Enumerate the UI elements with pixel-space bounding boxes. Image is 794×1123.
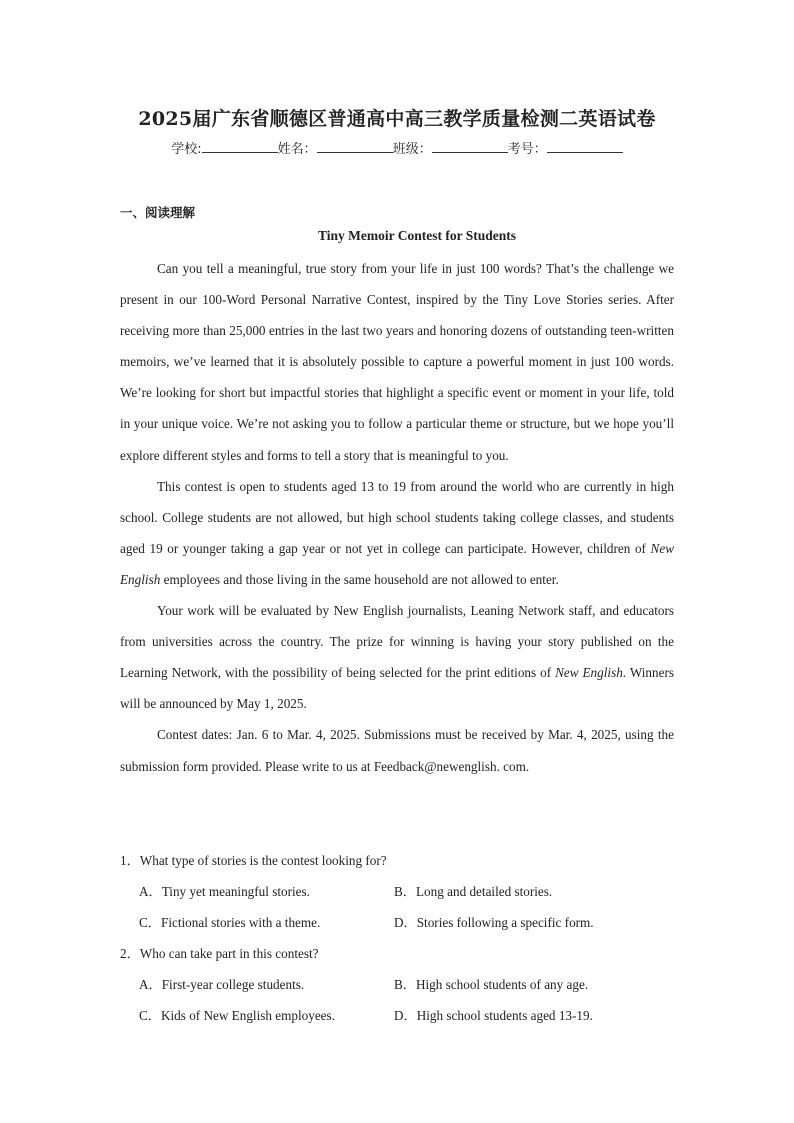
option-d[interactable]: D．Stories following a specific form. <box>394 915 594 931</box>
exam-title: 2025届广东省顺德区普通高中高三教学质量检测二英语试卷 <box>138 108 656 130</box>
class-label: 班级： <box>392 142 432 157</box>
option-b[interactable]: B．Long and detailed stories. <box>394 884 553 900</box>
id-label: 考号： <box>507 142 547 157</box>
option-c[interactable]: C．Kids of New English employees. <box>139 1008 335 1024</box>
option-c[interactable]: C．Fictional stories with a theme. <box>139 915 321 931</box>
question-2: 2．Who can take part in this contest? <box>120 946 319 962</box>
option-b[interactable]: B．High school students of any age. <box>394 977 589 993</box>
paragraph-3-text: Your work will be evaluated by New English journalists, Leaning Network staff, and educators from universities across the country. The prize for winning is having your story published on the Learning Network, with the possibility of being selected for the print editions of <box>120 603 674 681</box>
paragraph-2-text: This contest is open to students aged 13 to 19 from around the world who are currently in high school. College students are not allowed, but high school students taking college classes, and students aged 19 or younger taking a gap year or not yet in college can participate. However, children of <box>120 478 674 556</box>
option-d[interactable]: D．High school students aged 13-19. <box>394 1008 593 1024</box>
passage-body <box>120 253 674 782</box>
paragraph-3 <box>120 595 674 719</box>
paragraph-2 <box>120 471 674 595</box>
school-blank[interactable] <box>202 140 278 153</box>
question-1: 1．What type of stories is the contest looking for? <box>120 853 387 868</box>
school-label: 学校: <box>171 142 202 157</box>
option-a[interactable]: A．Tiny yet meaningful stories. <box>139 884 310 900</box>
passage-title: Tiny Memoir Contest for Students <box>317 228 516 243</box>
option-a[interactable]: A．First-year college students. <box>139 977 305 993</box>
publication-name: New English <box>555 665 623 681</box>
paragraph-2-text-end: employees and those living in the same household are not allowed to enter. <box>160 571 559 587</box>
questions <box>120 845 680 1032</box>
section-heading: 一、阅读理解 <box>120 205 196 220</box>
paragraph-3-text-end: . Winners will be announced by May 1, 2025. <box>120 665 674 712</box>
student-info-line <box>0 138 794 157</box>
question-2-options <box>120 969 680 1031</box>
name-label: 姓名： <box>277 142 317 157</box>
paragraph-1: Can you tell a meaningful, true story from your life in just 100 words? That’s the challenge we present in our 100-Word Personal Narrative Contest, inspired by the Tiny Love Stories series. After receiving more than 25,000 entries in the last two years and honoring dozens of outstanding teen-written memoirs, we’ve learned that it is absolutely possible to capture a powerful moment in just 100 words. We’re looking for short but impactful stories that highlight a specific event or moment in your life, told in your unique voice. We’re not asking you to follow a particular theme or structure, but we hope you’ll explore different styles and forms to tell a story that is meaningful to you. <box>120 261 674 463</box>
question-1-options <box>120 876 680 938</box>
paragraph-4: Contest dates: Jan. 6 to Mar. 4, 2025. Submissions must be received by Mar. 4, 2025, using the submission form provided. Please write to us at Feedback@newenglish. com. <box>120 727 674 774</box>
name-blank[interactable] <box>317 140 393 153</box>
publication-name: New English <box>120 540 674 587</box>
class-blank[interactable] <box>432 140 508 153</box>
id-blank[interactable] <box>547 140 623 153</box>
